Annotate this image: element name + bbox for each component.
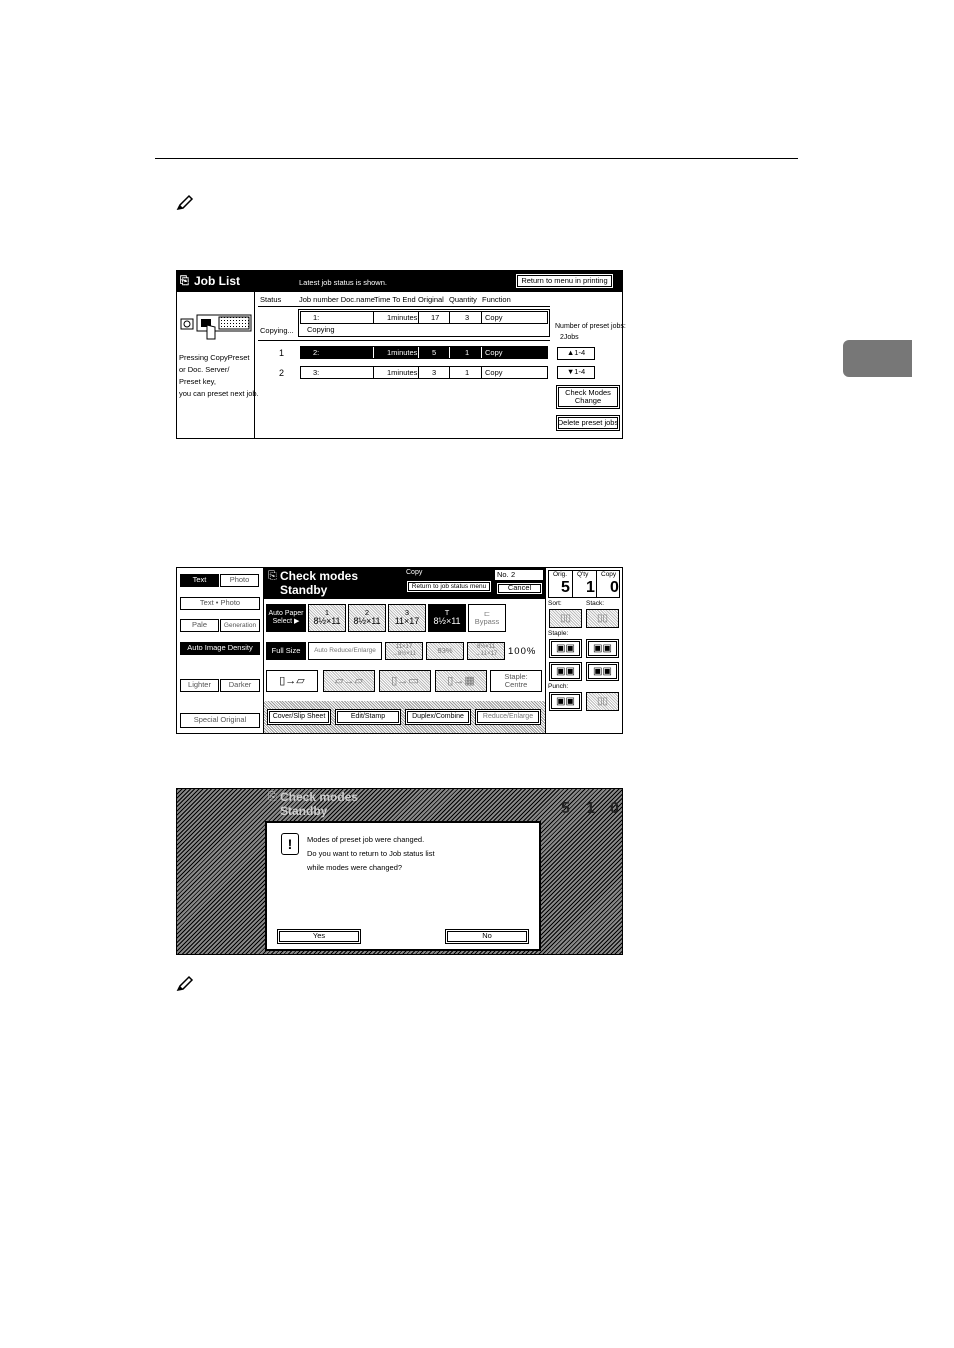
- dialog-message-line: Do you want to return to Job status list: [307, 849, 435, 858]
- note-pencil-icon: [175, 974, 195, 994]
- preset-job-row[interactable]: [300, 346, 548, 359]
- column-header: Job number Doc.name: [299, 295, 375, 304]
- auto-image-density-button[interactable]: Auto Image Density: [180, 642, 260, 655]
- job-number: 1:: [313, 313, 320, 322]
- stack-label: Stack:: [586, 600, 605, 607]
- punch-label: Punch:: [548, 683, 569, 690]
- divider: [254, 292, 255, 438]
- bypass-tray-button[interactable]: [468, 604, 506, 632]
- auto-reduce-enlarge-button[interactable]: Auto Reduce/Enlarge: [308, 642, 382, 660]
- dialog-box: [265, 821, 541, 951]
- function: Copy: [485, 368, 503, 377]
- original-counter: 5: [561, 579, 570, 596]
- original-count: 17: [431, 313, 440, 322]
- counter-label: Copy: [601, 571, 617, 578]
- staple-centre-button[interactable]: [490, 670, 542, 692]
- punch-top-icon[interactable]: ▯▯: [586, 692, 619, 711]
- return-to-menu-button[interactable]: Return to menu in printing: [515, 273, 614, 289]
- machine-status: Standby: [280, 583, 328, 597]
- cover-slip-sheet-button[interactable]: Cover/Slip Sheet: [267, 709, 331, 725]
- reduce-label: →8½×11: [391, 651, 417, 657]
- divider: [258, 340, 550, 341]
- check-modes-label: Change: [574, 396, 602, 405]
- job-number: 3:: [313, 368, 320, 377]
- instruction-line: or Doc. Server/: [179, 365, 230, 374]
- check-modes-label: Check Modes: [565, 387, 611, 397]
- paper-tray-1-button[interactable]: [308, 604, 346, 632]
- alert-icon: !: [281, 833, 299, 855]
- tray-number: T: [444, 607, 450, 617]
- note-pencil-icon: [175, 193, 195, 213]
- lighter-button[interactable]: Lighter: [180, 679, 219, 692]
- pale-button[interactable]: Pale: [180, 619, 219, 632]
- preset-job-row[interactable]: [300, 366, 548, 379]
- auto-paper-select-button[interactable]: [266, 604, 306, 632]
- page-down-button[interactable]: ▼1-4: [557, 366, 595, 379]
- no-button[interactable]: No: [445, 929, 529, 944]
- staple-top-right-icon[interactable]: ▣▣: [586, 639, 619, 658]
- column-header: Status: [260, 295, 282, 304]
- staple-top-left-icon[interactable]: ▣▣: [549, 639, 582, 658]
- quantity-counter: 1: [586, 579, 595, 596]
- copy-label: Copy: [406, 569, 423, 576]
- time-to-end: 1minutes: [387, 368, 418, 377]
- tray-number: 3: [404, 607, 410, 617]
- operation-panel-icon: [179, 311, 253, 347]
- instruction-line: you can preset next job.: [179, 389, 259, 398]
- job-number-display: [495, 570, 543, 580]
- job-number-value: 2: [511, 570, 516, 579]
- enlarge-label: →11×17: [474, 651, 498, 657]
- job-number-label: No.: [497, 570, 509, 579]
- current-job-row[interactable]: [300, 311, 548, 324]
- time-to-end: 1minutes: [387, 313, 418, 322]
- check-modes-screen: [176, 567, 623, 734]
- auto-paper-label: Auto Paper: [268, 610, 304, 618]
- quantity: 1: [465, 348, 470, 357]
- preset-index: 2: [279, 368, 285, 378]
- paper-tray-3-button[interactable]: [388, 604, 426, 632]
- copy-counter: 0: [610, 579, 619, 596]
- divider: [596, 570, 597, 598]
- divider: [572, 570, 573, 598]
- original-count: 5: [432, 348, 437, 357]
- check-modes-button[interactable]: [556, 385, 620, 409]
- background-title: Check modes: [280, 790, 359, 804]
- tray-number: ⊏: [483, 608, 491, 618]
- staple-label: Staple:: [548, 630, 569, 637]
- sort-icon[interactable]: ▯▯: [549, 609, 582, 628]
- ratio-display: 100%: [508, 646, 537, 657]
- tray-number: 1: [324, 607, 330, 617]
- chapter-tab: [843, 340, 912, 377]
- staple-left-2-icon[interactable]: ▣▣: [549, 662, 582, 681]
- column-header: Time To End: [374, 295, 416, 304]
- counter-label: Orig.: [553, 571, 568, 578]
- full-size-button[interactable]: Full Size: [266, 642, 306, 660]
- auto-paper-label: Select ▶: [272, 618, 300, 625]
- photo-mode-button[interactable]: Photo: [220, 574, 259, 587]
- paper-size: Bypass: [474, 617, 500, 626]
- enlarge-preset-button[interactable]: [467, 642, 505, 660]
- staple-top-2-icon[interactable]: ▣▣: [586, 662, 619, 681]
- copy-counter: 0: [610, 800, 619, 817]
- tray-number: 2: [364, 607, 370, 617]
- paper-tray-2-button[interactable]: [348, 604, 386, 632]
- divider: [258, 306, 550, 307]
- cancel-button[interactable]: Cancel: [496, 582, 543, 595]
- function: Copy: [485, 313, 503, 322]
- generation-button[interactable]: Generation: [220, 619, 260, 632]
- counter-label: Q'ty: [577, 571, 589, 578]
- original-counter: 5: [561, 800, 570, 817]
- preset-index: 1: [279, 348, 285, 358]
- dialog-message-line: Modes of preset job were changed.: [307, 835, 425, 844]
- one-sided-to-two-sided-icon[interactable]: ▱→▱: [323, 670, 375, 692]
- duplex-combine-button[interactable]: Duplex/Combine: [405, 709, 471, 725]
- yes-button[interactable]: Yes: [277, 929, 361, 944]
- text-mode-button[interactable]: Text: [180, 574, 219, 587]
- combine-icon[interactable]: ▯→▦: [435, 670, 487, 692]
- special-original-button[interactable]: Special Original: [180, 713, 260, 728]
- current-doc-name: Copying: [307, 325, 335, 334]
- job-list-screen: [176, 270, 626, 439]
- paper-size: 11×17: [394, 616, 420, 627]
- divider: [545, 568, 546, 733]
- header-rule: [155, 158, 798, 159]
- enlarge-label: 8½×11: [476, 644, 496, 651]
- column-header: Quantity: [449, 295, 477, 304]
- quantity: 3: [465, 313, 470, 322]
- dialog-message-line: while modes were changed?: [307, 863, 403, 872]
- column-header: Function: [482, 295, 511, 304]
- original-count: 3: [432, 368, 437, 377]
- quantity-counter: 1: [586, 800, 595, 817]
- paper-size: 8½×11: [433, 616, 461, 627]
- time-to-end: 1minutes: [387, 348, 418, 357]
- delete-preset-jobs-button[interactable]: Delete preset jobs: [556, 415, 620, 431]
- function: Copy: [485, 348, 503, 357]
- text-photo-button[interactable]: Text • Photo: [180, 597, 260, 610]
- column-header: Original: [418, 295, 444, 304]
- preset-count-value: 2Jobs: [560, 334, 579, 341]
- page-up-button[interactable]: ▲1-4: [557, 347, 595, 360]
- confirmation-screen: [176, 788, 623, 955]
- job-number: 2:: [313, 348, 320, 357]
- staple-centre-label: Centre: [504, 680, 528, 689]
- two-sided-to-two-sided-icon[interactable]: ▯→▭: [379, 670, 431, 692]
- stack-icon[interactable]: ▯▯: [586, 609, 619, 628]
- reduce-preset-button[interactable]: [385, 642, 423, 660]
- return-to-job-status-button[interactable]: Return to job status menu: [406, 580, 492, 593]
- status-message: Latest job status is shown.: [299, 278, 387, 287]
- punch-left-icon[interactable]: ▣▣: [549, 692, 582, 711]
- darker-button[interactable]: Darker: [220, 679, 260, 692]
- staple-centre-label: Staple:: [504, 671, 528, 681]
- reduce-label: 11×17: [395, 644, 413, 651]
- screen-title: Check modes: [280, 569, 359, 583]
- paper-size: 8½×11: [313, 616, 341, 627]
- background-status: Standby: [280, 804, 328, 818]
- sort-label: Sort:: [548, 600, 562, 607]
- paper-size: 8½×11: [353, 616, 381, 627]
- one-sided-to-one-sided-icon[interactable]: ▯→▱: [266, 670, 318, 692]
- check-modes-icon: ⎘: [268, 791, 277, 803]
- instruction-line: Preset key,: [179, 377, 216, 386]
- job-status: Copying...: [260, 326, 294, 335]
- edit-stamp-button[interactable]: Edit/Stamp: [335, 709, 401, 725]
- zoom-preset-button[interactable]: 93%: [426, 642, 464, 660]
- paper-tray-lct-button[interactable]: [428, 604, 466, 632]
- check-modes-icon: ⎘: [268, 570, 277, 582]
- quantity: 1: [465, 368, 470, 377]
- instruction-line: Pressing CopyPreset: [179, 353, 250, 362]
- reduce-enlarge-button[interactable]: Reduce/Enlarge: [475, 709, 541, 725]
- job-list-icon: ⎘: [180, 275, 189, 287]
- screen-title: Job List: [194, 274, 241, 288]
- preset-count-label: Number of preset jobs:: [555, 323, 626, 330]
